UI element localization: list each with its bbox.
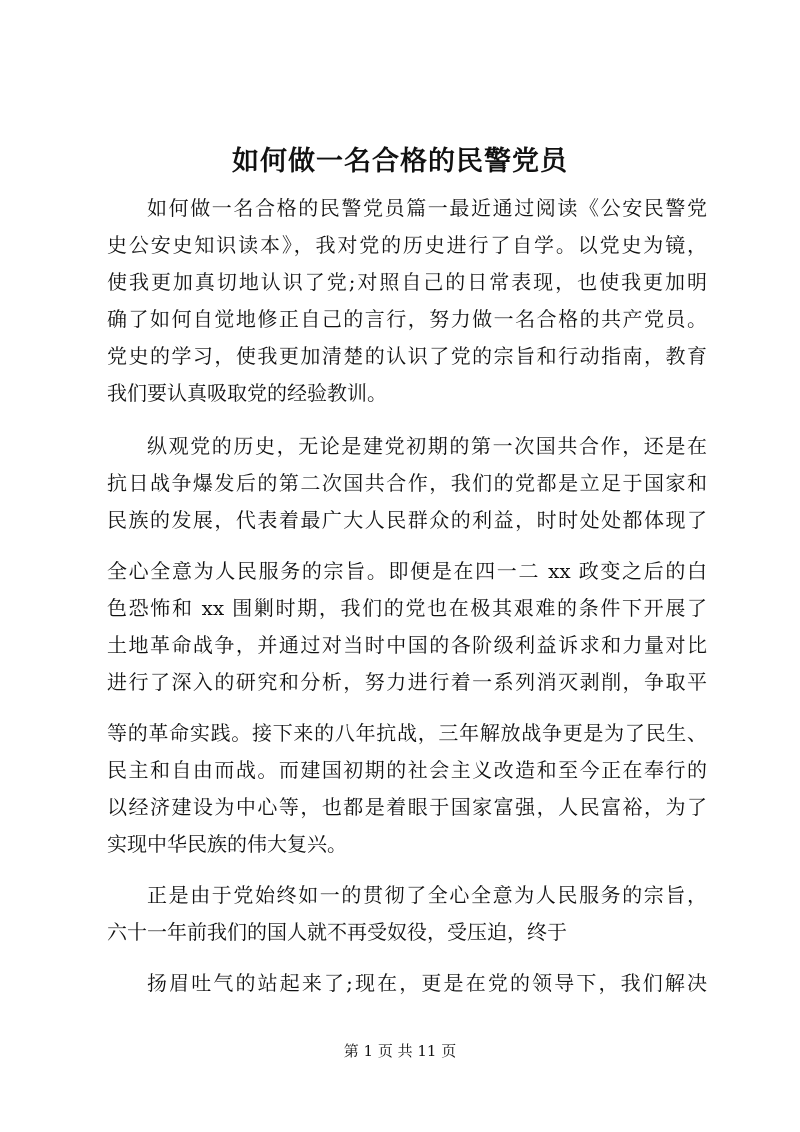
body-line: 民族的发展，代表着最广大人民群众的利益，时时处处都体现了 xyxy=(107,508,707,532)
body-line: 以经济建设为中心等，也都是着眼于国家富强，人民富裕，为了 xyxy=(107,795,707,819)
body-line: 民主和自由而战。而建国初期的社会主义改造和至今正在奉行的 xyxy=(107,758,707,782)
body-line: 扬眉吐气的站起来了;现在，更是在党的领导下，我们解决 xyxy=(147,971,707,995)
body-line: 史公安史知识读本》，我对党的历史进行了自学。以党史为镜， xyxy=(107,233,707,257)
body-line: 纵观党的历史，无论是建党初期的第一次国共合作，还是在 xyxy=(147,434,707,458)
body-line: 确了如何自觉地修正自己的言行，努力做一名合格的共产党员。 xyxy=(107,307,707,331)
page-number: 第 1 页 共 11 页 xyxy=(343,1042,457,1060)
body-line: 正是由于党始终如一的贯彻了全心全意为人民服务的宗旨， xyxy=(147,883,707,907)
body-line: 我们要认真吸取党的经验教训。 xyxy=(107,381,387,405)
body-line: 色恐怖和 xx 围剿时期，我们的党也在极其艰难的条件下开展了 xyxy=(107,596,707,620)
body-line: 全心全意为人民服务的宗旨。即便是在四一二 xx 政变之后的白 xyxy=(107,559,707,583)
body-line: 实现中华民族的伟大复兴。 xyxy=(107,832,347,856)
body-line: 党史的学习，使我更加清楚的认识了党的宗旨和行动指南，教育 xyxy=(107,344,707,368)
body-line: 抗日战争爆发后的第二次国共合作，我们的党都是立足于国家和 xyxy=(107,471,707,495)
body-line: 六十一年前我们的国人就不再受奴役，受压迫，终于 xyxy=(107,920,567,944)
body-line: 如何做一名合格的民警党员篇一最近通过阅读《公安民警党 xyxy=(147,196,707,220)
body-line: 土地革命战争，并通过对当时中国的各阶级利益诉求和力量对比 xyxy=(107,633,707,657)
body-line: 进行了深入的研究和分析，努力进行着一系列消灭剥削，争取平 xyxy=(107,670,707,694)
body-line: 等的革命实践。接下来的八年抗战，三年解放战争更是为了民生、 xyxy=(107,721,707,745)
body-line: 使我更加真切地认识了党;对照自己的日常表现，也使我更加明 xyxy=(107,270,707,294)
document-title: 如何做一名合格的民警党员 xyxy=(232,146,568,177)
